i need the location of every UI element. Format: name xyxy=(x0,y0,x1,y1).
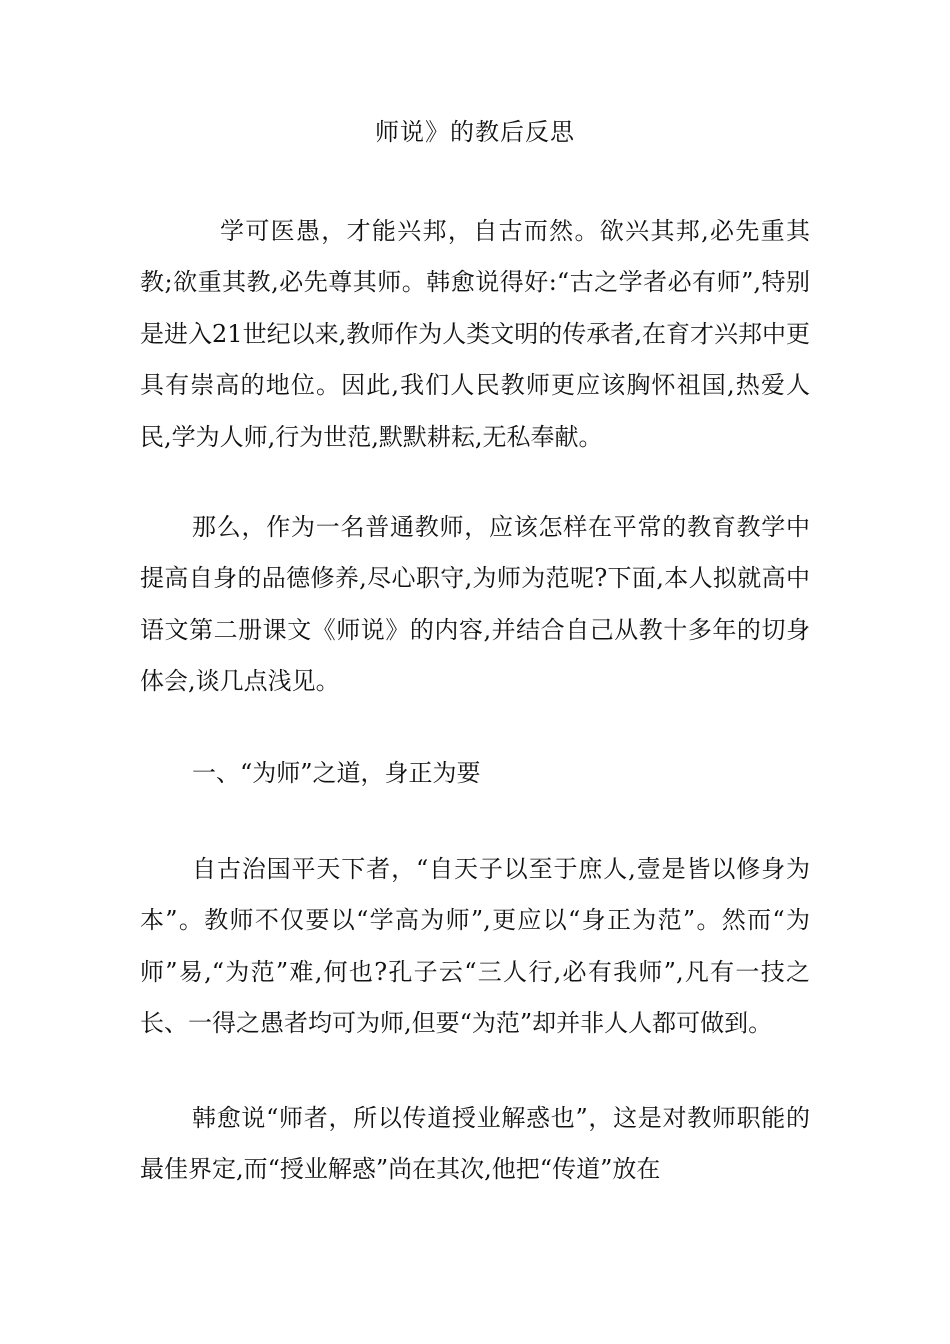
section-heading: 一、“为师”之道，身正为要 xyxy=(192,759,481,787)
intro-paragraph-2: 那么，作为一名普通教师，应该怎样在平常的教育教学中提高自身的品德修养,尽心职守,为师为范呢?下面,本人拟就高中语文第二册课文《师说》的内容,并结合自己从教十多年的切身体会,谈几点浅见。 xyxy=(140,513,810,696)
section-paragraph-1: 自古治国平天下者，“自天子以至于庶人,壹是皆以修身为本”。教师不仅要以“学高为师”,更应以“身正为范”。然而“为师”易,“为范”难,何也?孔子云“三人行,必有我师”,凡有一技之长、一得之愚者均可为师,但要“为范”却并非人人都可做到。 xyxy=(140,855,810,1038)
intro-paragraph-1: 学可医愚，才能兴邦，自古而然。欲兴其邦,必先重其教;欲重其教,必先尊其师。韩愈说得好:“古之学者必有师”,特别是进入21世纪以来,教师作为人类文明的传承者,在育才兴邦中更具有崇高的地位。因此,我们人民教师更应该胸怀祖国,热爱人民,学为人师,行为世范,默默耕耘,无私奉献。 xyxy=(140,217,810,451)
section-paragraph-2: 韩愈说“师者，所以传道授业解惑也”，这是对教师职能的最佳界定,而“授业解惑”尚在其次,他把“传道”放在 xyxy=(140,1104,810,1184)
document-title: 师说》的教后反思 xyxy=(375,118,575,146)
